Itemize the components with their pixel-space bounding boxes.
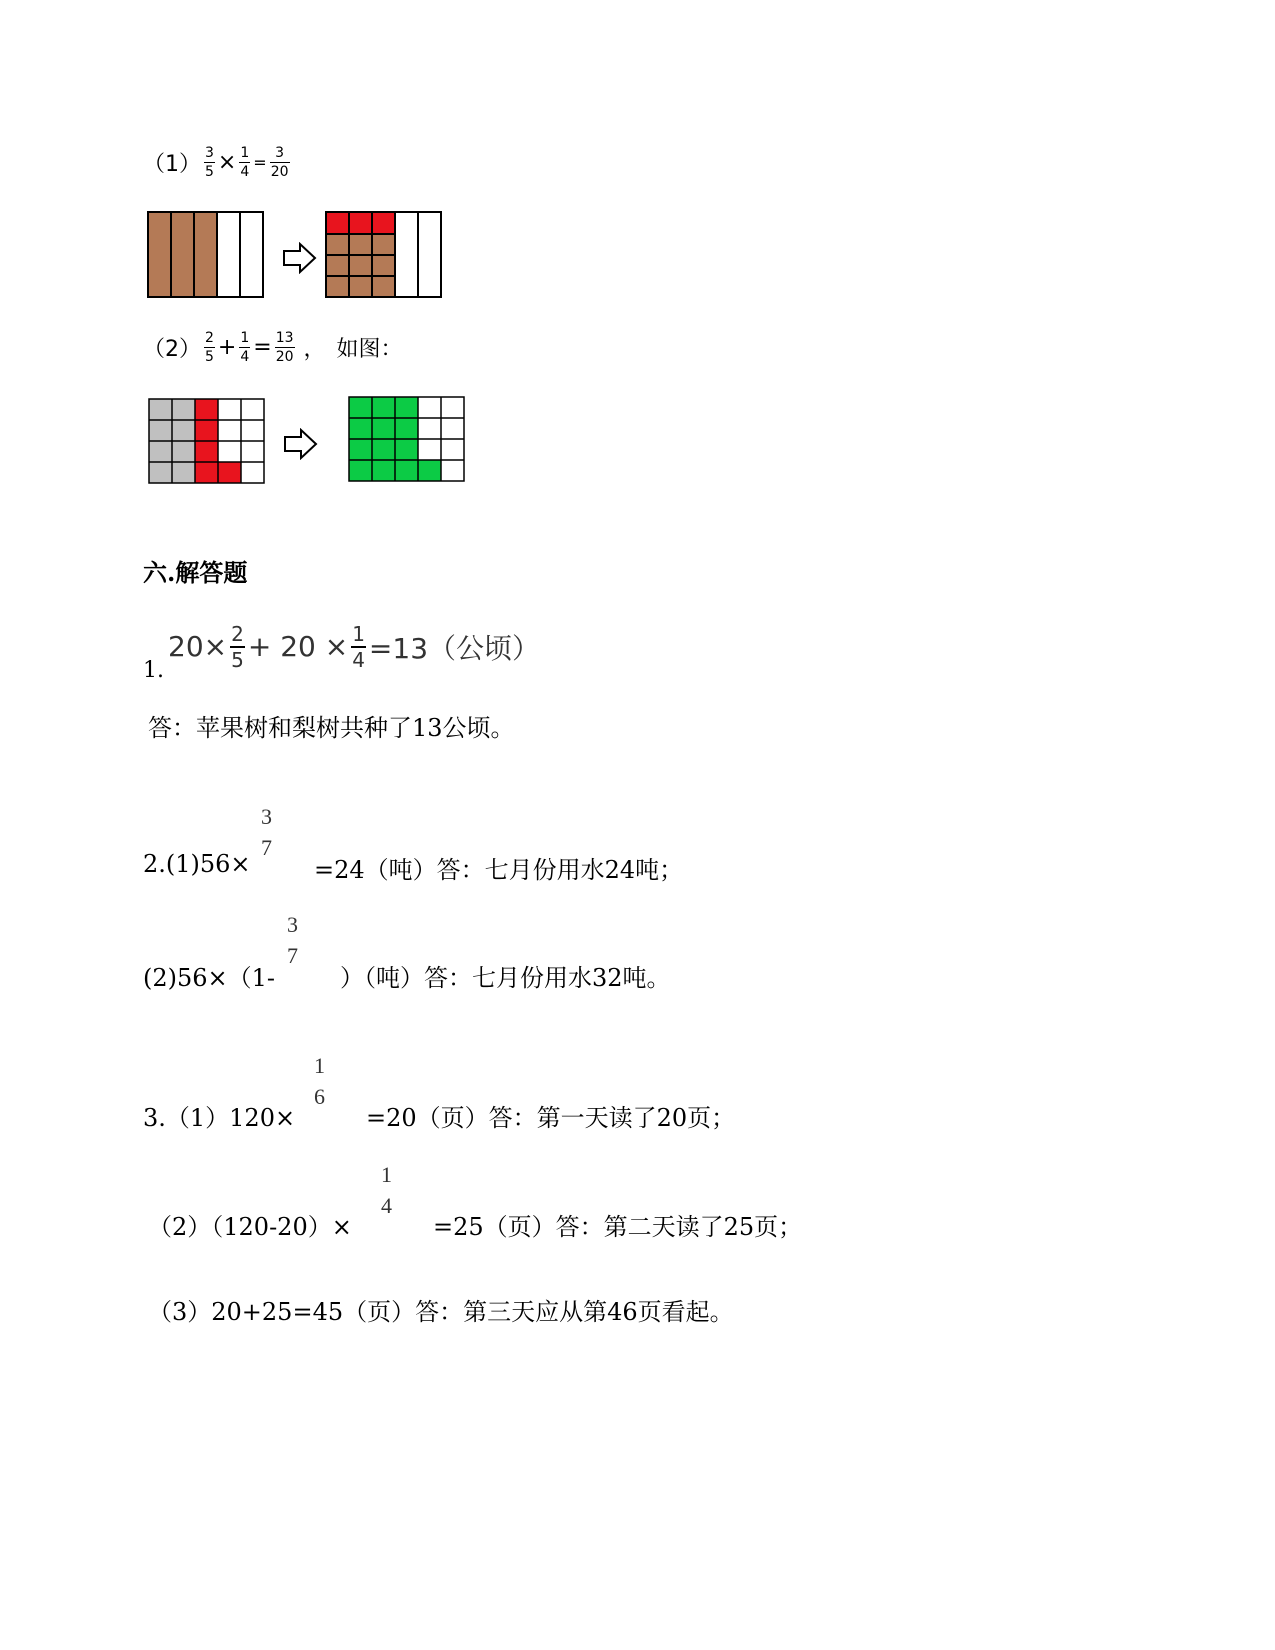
q3-part2-pre: （2）（120-20）× <box>148 1213 352 1241</box>
fraction: $\frac{1}{4}$ <box>240 330 250 365</box>
q2-part1-post: =24（吨）答：七月份用水24吨； <box>314 856 684 884</box>
q3-part1-post: =20（页）答：第一天读了20页； <box>366 1104 736 1132</box>
q2-part2-post: ）（吨）答：七月份用水32吨。 <box>340 964 671 992</box>
section-title: 六.解答题 <box>143 558 248 587</box>
fraction: 1 6 <box>314 1053 325 1109</box>
arrow-right-icon <box>282 242 318 274</box>
fraction: 1 4 <box>381 1162 392 1218</box>
operator: × <box>217 150 237 175</box>
fraction: $\frac{1}{4}$ <box>240 145 250 180</box>
diagram-2-right <box>346 394 468 486</box>
diagram-1-right <box>323 209 445 301</box>
q3-part1-pre: 3.（1）120× <box>143 1104 296 1132</box>
fraction: $\frac{1}{4}$ <box>352 622 365 672</box>
q3-part2-post: =25（页）答：第二天读了25页； <box>433 1213 803 1241</box>
equation-1 <box>143 146 293 179</box>
q2-part1-pre: 2.(1)56× <box>143 850 251 878</box>
expr-part: + 20 × <box>247 630 349 664</box>
expr-part: 20× <box>168 630 228 664</box>
fraction: 3 7 <box>287 912 298 968</box>
fraction: 3 7 <box>261 804 272 860</box>
q1-answer: 答：苹果树和梨树共种了13公顷。 <box>148 714 515 742</box>
caption: ， 如图： <box>303 337 403 362</box>
fraction: $\frac{13}{20}$ <box>275 330 294 365</box>
fraction: $\frac{2}{5}$ <box>231 622 244 672</box>
q3-part3: （3）20+25=45（页）答：第三天应从第46页看起。 <box>148 1298 734 1326</box>
diagram-2-left <box>146 396 268 488</box>
expr-part: =13（公顷） <box>368 631 541 665</box>
q2-part2-pre: (2)56×（1- <box>143 964 276 992</box>
diagram-1-left <box>145 209 267 301</box>
q1-equation <box>168 624 540 670</box>
label-2: （2） <box>143 337 201 362</box>
fraction: $\frac{3}{20}$ <box>270 145 289 180</box>
q1-number: 1. <box>143 658 164 683</box>
label-1: （1） <box>143 152 201 177</box>
equation-2 <box>143 331 403 364</box>
arrow-right-icon <box>283 428 319 460</box>
operator: + <box>217 335 237 360</box>
equals: = <box>253 335 272 360</box>
fraction: $\frac{3}{5}$ <box>205 145 214 180</box>
fraction: $\frac{2}{5}$ <box>205 330 214 365</box>
equals: = <box>253 153 267 172</box>
